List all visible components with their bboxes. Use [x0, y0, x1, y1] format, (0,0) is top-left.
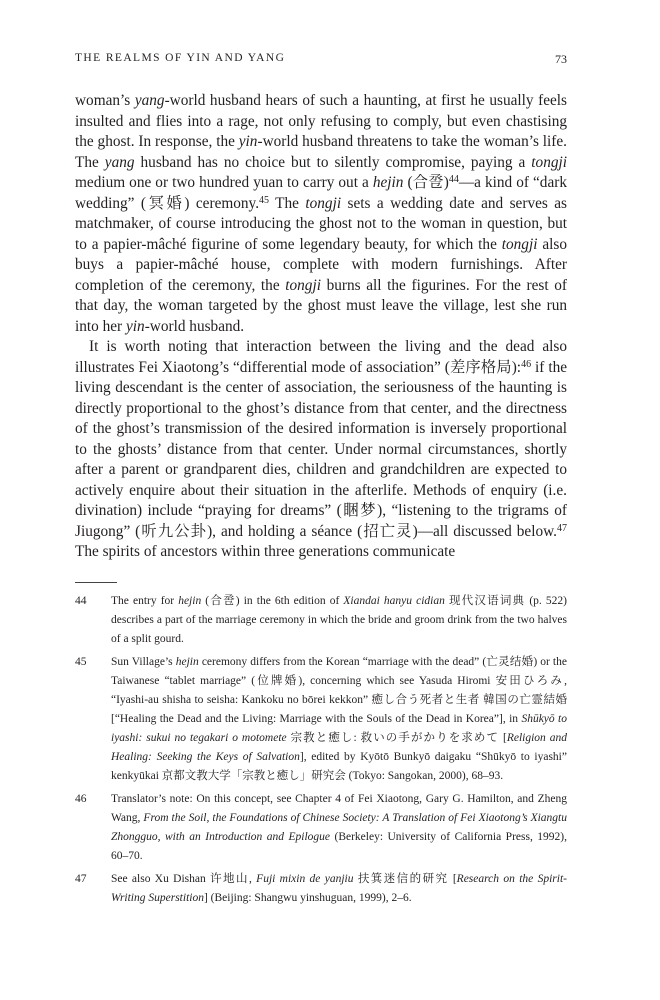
italic-term: tongji — [285, 276, 321, 294]
text-run: also buys a papier-mâché house, complete with modern furnishings. After completion of the ceremony, the — [75, 235, 568, 294]
text-run: Translator’s note: On this concept, see Chapter 4 of Fei Xiaotong, Gary G. Hamilton, and Zheng Wang, — [111, 793, 567, 824]
footnote-ref-45[interactable]: 45 — [259, 194, 270, 206]
italic-term: tongji — [531, 153, 567, 171]
text-run: The — [269, 194, 306, 212]
text-run: See also Xu Dishan 许地山, — [111, 873, 257, 885]
text-run: if the living descendant is the center of association, the seriousness of the haunting is directly proportional to the ghost’s distance from that center, and the directness of the ghost’s transmission of the desired information is inversely proportional to the ghosts’ distance from that center. Under normal circumstances, shortly after a parent or grandparent dies, children and grandchildren are expected to actively enquire about their situation in the afterlife. Methods of enquiry (i.e. divination) include “praying for dreams” (睏梦), “listening to the trigrams of Jiugong” (听九公卦), and holding a séance (招亡灵)—all discussed below. — [75, 358, 568, 540]
italic-title: Fuji mixin de yanjiu — [256, 873, 354, 885]
text-run: woman’s — [75, 92, 135, 109]
text-run: The entry for — [111, 595, 179, 607]
italic-term: hejin — [178, 595, 202, 607]
italic-term: tongji — [501, 235, 538, 253]
footnotes — [75, 592, 567, 912]
running-header — [75, 52, 567, 68]
main-text — [75, 91, 567, 563]
text-run: -world husband threatens to take the woman’s life. The — [75, 133, 567, 171]
footnote-ref-47[interactable]: 47 — [557, 522, 567, 534]
text-run: —a kind of “dark wedding” (冥婚) ceremony. — [75, 174, 567, 212]
text-run: ] (Beijing: Shangwu yinshuguan, 1999), 2–6. — [203, 892, 412, 904]
footnote-number: 47 — [75, 873, 87, 885]
paragraph-2 — [75, 337, 567, 563]
footnote-text — [111, 653, 567, 786]
text-run: medium one or two hundred yuan to carry out a — [75, 174, 373, 191]
paragraph-1 — [75, 91, 567, 337]
text-run: 宗教と癒し: 救いの手がかりを求めて [ — [286, 732, 507, 744]
text-run: sets a wedding date and serves as matchmaker, of course introducing the ghost not to the woman in question, but to a papier-mâché figurine of some legendary beauty, for which the — [75, 194, 567, 253]
footnote-text — [111, 790, 567, 866]
footnote-text — [111, 870, 567, 908]
text-run: burns all the figurines. For the rest of that day, the woman targeted by the ghost must leave the village, lest she run into her — [75, 276, 567, 335]
footnote-number: 46 — [75, 793, 87, 805]
italic-term: yang — [134, 92, 165, 109]
text-run: It is worth noting that interaction between the living and the dead also illustrates Fei Xiaotong’s “differential mode of association” (差序格局): — [75, 338, 567, 376]
italic-term: yin — [238, 133, 258, 150]
italic-term: hejin — [175, 656, 199, 668]
footnote-text — [111, 592, 567, 649]
text-run: Sun Village’s — [111, 656, 176, 668]
footnote-44 — [75, 592, 567, 649]
text-run: (合卺) in the 6th edition of — [201, 595, 344, 607]
text-run: (Berkeley: University of California Press, 1992), 60–70. — [111, 831, 567, 862]
text-run: ], edited by Kyōtō Bunkyō daigaku “Shūkyō to iyashi” kenkyūkai 京都文教大学「宗教と癒し」研究会 (Tokyo: Sangokan, 2000), 68–93. — [111, 751, 567, 782]
italic-title: From the Soil, the Foundations of Chinese Society: A Translation of Fei Xiaotong’s Xiangtu Zhongguo, with an Introduction and Epilogue — [111, 812, 567, 843]
footnote-45 — [75, 653, 567, 786]
italic-title: Shūkyō to iyashi: sukui no tegakari o motomete — [111, 713, 567, 744]
text-run: husband has no choice but to silently compromise, paying a — [134, 153, 532, 171]
italic-title: Research on the Spirit-Writing Superstition — [111, 873, 567, 904]
footnote-47 — [75, 870, 567, 908]
footnote-number: 44 — [75, 595, 87, 607]
footnote-number: 45 — [75, 656, 87, 668]
footnote-ref-46[interactable]: 46 — [521, 358, 532, 370]
italic-term: yang — [104, 153, 135, 171]
italic-term: tongji — [305, 194, 342, 212]
italic-title: Xiandai hanyu cidian — [343, 595, 445, 607]
text-run: -world husband hears of such a haunting, at first he usually feels insulted and flies into a rage, not only refusing to comply, but even chastising the ghost. In response, the — [75, 92, 567, 150]
footnote-divider — [75, 582, 117, 583]
italic-term: yin — [125, 317, 145, 335]
footnote-ref-44[interactable]: 44 — [448, 174, 459, 185]
text-run: ceremony differs from the Korean “marriage with the dead” (亡灵结婚) or the Taiwanese “tablet marriage” (位牌婚), concerning which see Yasuda Hiromi 安田ひろみ, “Iyashi-au shisha to seisha: Kankoku no bōrei kekkon” 癒し合う死者と生者 韓国の亡霊結婚 [“Healing the Dead and the Living: Marriage with the Souls of the Dead in Korea”], in — [111, 656, 567, 725]
italic-term: hejin — [372, 174, 404, 191]
text-run: 现代汉语词典 (p. 522) describes a part of the marriage ceremony in which the bride and groom drink from the two halves of a split gourd. — [111, 595, 567, 645]
running-head: THE REALMS OF YIN AND YANG — [75, 52, 286, 64]
text-run: (合卺) — [403, 174, 449, 191]
italic-title: Religion and Healing: Seeking the Keys of Salvation — [111, 732, 567, 763]
page-number: 73 — [555, 52, 567, 66]
text-run: The spirits of ancestors within three generations communicate — [75, 543, 456, 560]
footnote-46 — [75, 790, 567, 866]
text-run: 扶箕迷信的研究 [ — [353, 873, 457, 885]
text-run: -world husband. — [144, 317, 245, 335]
